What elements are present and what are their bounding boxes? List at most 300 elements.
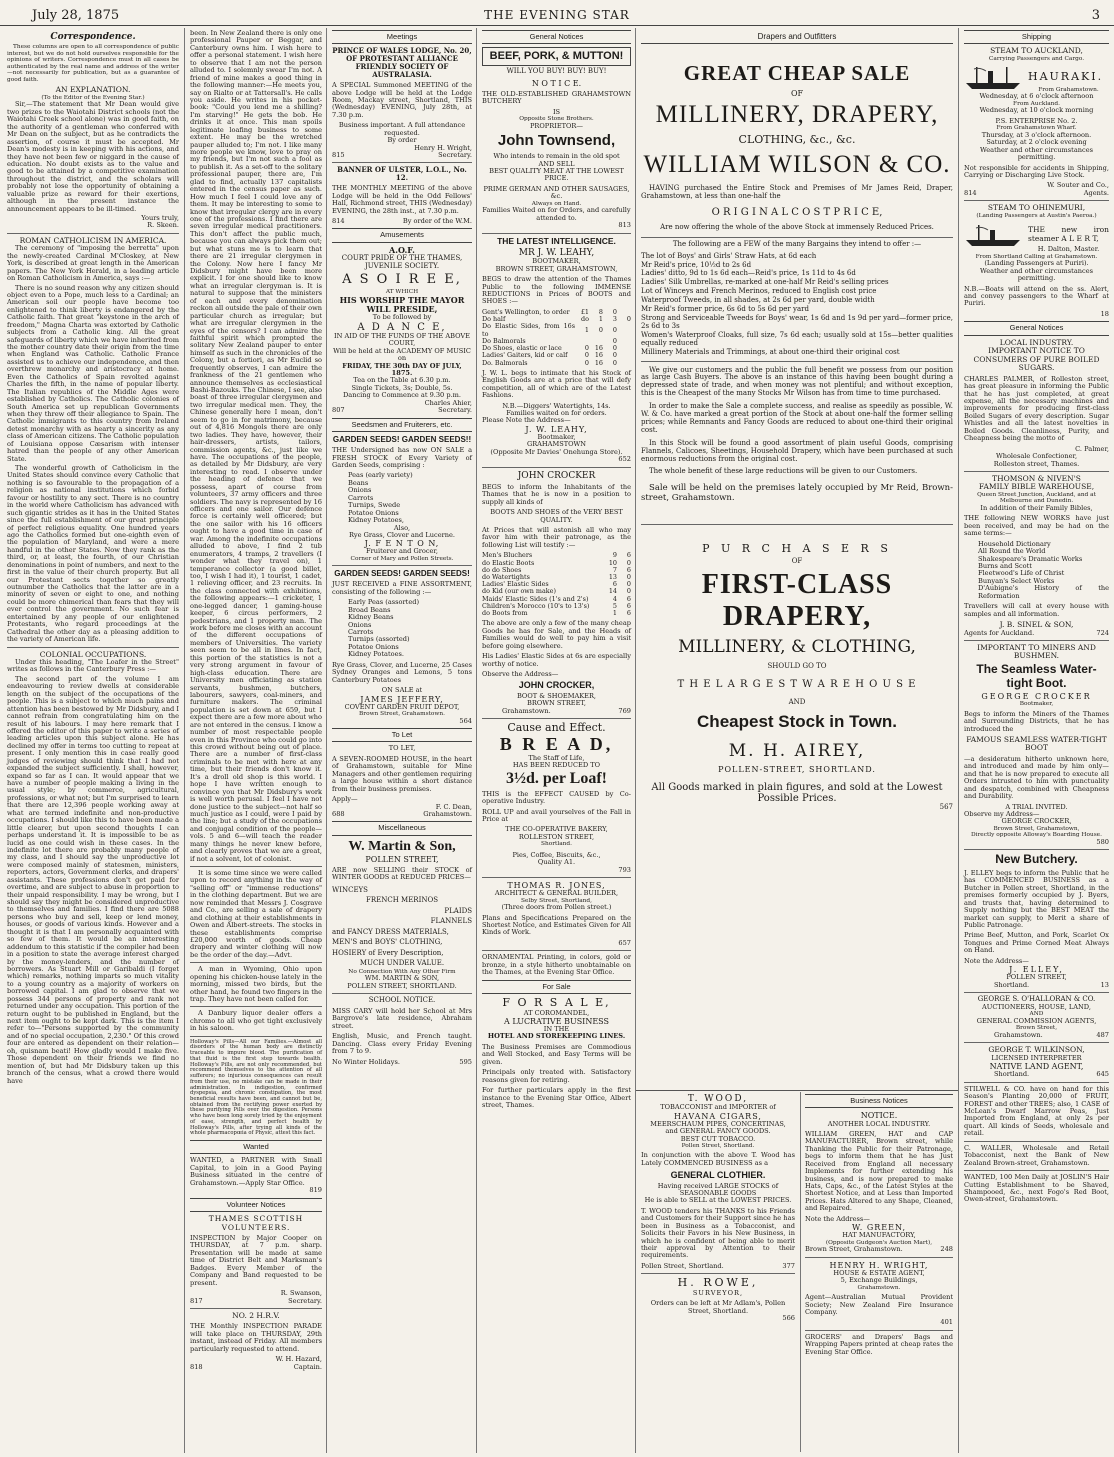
table-row: [482, 360, 631, 367]
text: OF: [791, 556, 803, 565]
text: Who intends to remain in the old spot: [493, 152, 620, 161]
article-paragraph: Under this heading, "The Loafer in the Street" writes as follows in the Canterbury Press :—: [7, 658, 179, 674]
heading: GARDEN SEEDS! GARDEN SEEDS!: [334, 569, 470, 579]
heading: BEEF, PORK, & MUTTON!: [482, 47, 631, 65]
section-amusements: Amusements: [332, 228, 472, 242]
divider: [482, 718, 631, 719]
heading: STEAM TO OHINEMURI,: [987, 203, 1086, 213]
advert-text: THE Undersigned has now ON SALE a FRESH STOCK of Every Variety of Garden Seeds, comprising :: [332, 446, 472, 469]
article-paragraph: The second part of the volume I am endeavouring to review dwells at considerable length on the subject of the occupations of the people. This is a subject to which much pains and attention has been bestowed by Mr Didsbury, and I cannot refrain from congratulating him on the result of his labours. I may here remark that I offered the editor of this paper to write a series of leading articles upon this subject alone. He has declined my offer in terms too cutting to repeat at present. I only mention this in case really good judges of reviewing should think that I had not expanded the subject sufficiently. I shall, however, expand so far as I can. It would appear that we have a number of people making a living in the usual style; by commerce, agricultural, professions, or what not; but I'm surprised to learn that there are 12,396 people working away at what are termed indefinite and non-productive occupations. I should like this to have been made a little clearer, but upon second thoughts I can perhaps understand it. It is impossible to be as lucid as one could wish in these cases. In the indefinite lot there are probably many people of my class, and I should say the unproductive lot were composed mainly of statesmen, ministers, reporters, actors, Government clerks, and drapers' assistants. These professions don't get paid for overtime, and are subject to abuse in proportion to their unpaid responsibility. I may be wrong, but I should say they might be considered unproductive to themselves and families. I find there are 5088 persons who buy and sell, keep or lend money, houses, or goods of various kinds. However and a thought it is that I am personally acquainted with so few of them. It would be an interesting addendum to this statistic if the compiler had been in a position to state the average interest charged by the money-lenders, and the number of borrowers. As Stuart Mill or Garibaldi (I forget which) remarks, nothing imparts so much vitality to a young country as a majority of workers on borrowed capital. I am glad to observe that we possess 344 persons of property and rank not returned under any occupation. This portion of the return ought to be published in England, but the next item ought to be kept dark. This is the item I refer to—"Persons supported by the community and of no special occupation, 2,230." Of this crowd four are entered as dependent on their relation—oh, quisnam beati! How gladly would I make five. Those dependent on their friends we find no mention of, but had Mr Didsbury taken up this branch of the census, what a crowd there would have: [7, 674, 179, 1085]
advert-text: Travellers will call at every house with samples and all information.: [964, 602, 1109, 618]
text: Weather and other circumstances permitting.: [980, 266, 1093, 283]
text: AT WHICH: [385, 289, 419, 296]
table-cell: 14: [608, 587, 617, 596]
advert-text: At Prices that will astonish all who may favor him with their patronage, as the following List will testify :—: [482, 525, 631, 549]
signature: W. Souter and Co.,: [1047, 181, 1109, 190]
text: LICENSED INTERPRETER: [991, 1053, 1082, 1062]
divider: [332, 162, 472, 163]
table-row: [482, 323, 631, 337]
column-meetings: [329, 30, 475, 1450]
text: on: [397, 354, 407, 363]
text: Observe my Address—: [964, 809, 1040, 818]
column-general-notices: [479, 30, 634, 1450]
bargain-item: Ladies' Silk Umbrellas, re-marked at one-half Mr Reid's selling prices: [641, 278, 889, 287]
text: Brown Street, Grahamstown.: [805, 1245, 903, 1254]
goods-item: FRENCH MERINOS: [365, 896, 439, 905]
text: (Opposite Mr Davies' Onehunga Store).: [490, 447, 623, 456]
heading: MILLINERY, DRAPERY,: [655, 100, 939, 128]
heading: IMPORTANT NOTICE TO CONSUMERS OF PURE BOILED SUGARS.: [973, 346, 1100, 373]
steamer-advert: [964, 222, 1109, 243]
text: Shortland.: [541, 841, 572, 848]
text: Saturday, at 2 o'clock evening: [986, 138, 1087, 147]
subheading: (To the Editor of the Evening Star.): [41, 94, 145, 101]
advert-number: 807: [332, 406, 345, 415]
text: THE CO-OPERATIVE BAKERY,: [505, 825, 608, 834]
table-cell: 0: [612, 344, 617, 353]
advert-number: 814: [332, 217, 345, 226]
bargain-item: Lot of Winceys and French Merinos, reduced to English cost price: [641, 287, 877, 296]
text: Are now offering the whole of the above Stock at immensely Reduced Prices.: [660, 222, 934, 231]
heading: COURT PRIDE OF THE THAMES, JUVENILE SOCIETY.: [341, 253, 463, 270]
text: AND SELL: [538, 159, 575, 168]
advert-number: 817: [190, 1296, 203, 1305]
heading: P.S. ENTERPRISE No. 2.: [995, 116, 1078, 125]
advert-text: JUST RECEIVED a FINE ASSORTMENT, consisting of the following :—: [332, 580, 472, 596]
divider: [964, 640, 1109, 641]
advert-text: ROLL UP and avail yourselves of the Fall in Price at: [482, 807, 631, 823]
text: CLOTHING, &c., &c.: [738, 133, 856, 147]
heading: ROMAN CATHOLICISM IN AMERICA.: [19, 235, 167, 245]
advert-text: His Ladies' Elastic Sides at 6s are especially worthy of notice.: [482, 652, 631, 668]
divider: [964, 1141, 1109, 1142]
text: Families waited on for orders.: [506, 408, 607, 417]
advert-text: The above are only a few of the many cheap Goods he has for Sale, and the Heads of Families would do well to pay him a visit before going elsewhere.: [482, 619, 631, 650]
advert-text: Not responsible for accidents in Shipping, Carrying or Discharging Live Stock.: [964, 163, 1109, 180]
steamship-icon: [964, 222, 1024, 248]
works-list: [964, 541, 1109, 601]
heading: FIRST-CLASS DRAPERY,: [701, 568, 893, 632]
column-correspondence: [4, 30, 182, 1450]
text: Also,: [393, 523, 411, 532]
heading: HIS WORSHIP THE MAYOR WILL PRESIDE,: [339, 295, 465, 315]
signature: C. Palmer,: [1075, 444, 1109, 453]
signature: F. C. Dean,: [435, 802, 472, 811]
table-cell: 6: [626, 551, 631, 560]
advert-text: In conjunction with the above T. Wood has Lately COMMENCED BUSINESS as a: [641, 1151, 795, 1167]
advert-number: 813: [618, 221, 631, 230]
heading: A D A N C E,: [357, 321, 447, 333]
text: Corner of Mary and Pollen Streets.: [350, 555, 454, 562]
table-cell: Ladies' Gaiters, kid or calf: [482, 351, 568, 360]
heading: A S O I R E E,: [342, 271, 462, 287]
table-cell: 0: [626, 558, 631, 567]
advert-text: Sale will be held on the premises lately occupied by Mr Reid, Brown-street, Grahamstown.: [641, 483, 953, 503]
advert-text: ARE now SELLING their STOCK of WINTER GOODS at REDUCED PRICES—: [332, 865, 472, 882]
steamship-icon: [964, 65, 1024, 91]
role: Agents for Auckland.: [964, 628, 1035, 637]
heading: GREAT CHEAP SALE: [683, 61, 911, 86]
advert-text: THE MONTHLY MEETING of the above Lodge will be held in the Odd Fellows' Hall, Richmond street, THIS (Wednesday) EVENING, the 28th inst., at 7.30 p.m.: [332, 184, 473, 215]
list-item: Early Peas (assorted): [348, 598, 420, 607]
table-cell: 0: [626, 573, 631, 581]
heading: AN EXPLANATION.: [55, 85, 131, 95]
text: SHOULD GO TO: [767, 662, 827, 671]
text: IS: [552, 107, 561, 116]
article-paragraph: There is no sound reason why any citizen should object even to a Pope, much less to a Cardinal; an American soil our people have become too enlightened to think liberty is endangered by the Catholic faith. That great "keystone in the arch of freedom," Magna Charta was extorted by Catholic subjects from a Catholic king. All the great safeguards of liberty which we have inherited from the mother country date their origin from the time when England was Catholic. Catholic France assisted us to achieve our independence, and then overthrew monarchy and aristocracy at home. Even the Catholics of Spain revolted against Charles the fifth, in the name of popular liberty. The Italian republics of the Middle Ages were established by Catholics. The Catholic colonies of South America set up republican Governments when they threw off their allegiance to Spain. The Catholic immigrants to this country from Ireland detest monarchy with as hearty a sincerity as any class of American citizens. The Catholic population of Louisiana oppose Cæsarism with intenser hatred than the people of any other American State.: [7, 283, 179, 463]
advert-number: 564: [459, 716, 472, 725]
header-rule: [0, 25, 1114, 26]
bargain-item: Ladies' ditto, 9d to 1s 6d each—Reid's price, 1s 11d to 4s 6d: [641, 269, 856, 278]
heading: GEORGE CROCKER,: [1001, 817, 1072, 826]
heading: LOCAL INDUSTRY.: [999, 337, 1074, 347]
text: Pollen Street, Shortland.: [681, 1142, 755, 1149]
table-cell: 4: [612, 594, 617, 603]
heading: GEORGE S. O'HALLORAN & CO.: [977, 995, 1096, 1004]
advert-text: For further particulars apply in the first instance to the Evening Star Office, Albert street, Thames.: [482, 1086, 631, 1109]
list-item: Carrots: [348, 628, 374, 637]
text: Carrying Passengers and Cargo.: [988, 55, 1085, 62]
advert-text: Begs to inform the Miners of the Thames and Surrounding Districts, that he has introduced the: [964, 709, 1109, 733]
text: Note the Address—: [964, 956, 1029, 965]
goods-item: MEN'S and BOYS' CLOTHING,: [332, 938, 443, 947]
advert-number: 818: [190, 1362, 203, 1371]
bargain-item: Waterproof Tweeds, in all shades, at 2s 6d per yard, double width: [641, 296, 875, 305]
heading: THAMES SCOTTISH VOLUNTEERS.: [208, 1214, 304, 1232]
heading: John Townsend,: [497, 132, 616, 150]
editor-note: These columns are open to all correspondence of public interest, but we do not hold ourselves responsible for the opinions of writers. Correspondence must in all cases be authenticated by the real name and address of the writer—not necessarily for publication, but as a guarantee of good faith.: [7, 44, 179, 83]
table-cell: 0: [612, 336, 617, 345]
text: Brown Street,: [1015, 1025, 1058, 1032]
heading: GARDEN SEEDS! GARDEN SEEDS!!: [332, 435, 472, 445]
list-item: Onions: [348, 486, 372, 495]
text: Having received LARGE STOCKS of SEASONABLE GOODS: [657, 1181, 779, 1197]
list-item: Burns and Scott: [978, 562, 1032, 571]
table-cell: 10: [608, 558, 617, 567]
price-table: [482, 552, 631, 617]
advert-text: MISS CARY will hold her School at Mrs Bargrove's late residence, Abraham street.: [332, 1006, 472, 1030]
text: AT COROMANDEL,: [523, 1008, 590, 1017]
text: Thursday, at 3 o'clock afternoon.: [981, 130, 1092, 139]
seed-list: [332, 599, 472, 659]
text: Rolleston street, Thames.: [993, 459, 1080, 468]
bargain-item: The lot of Boys' and Girls' Straw Hats, at 6d each: [641, 251, 817, 260]
section-general-notices: General Notices: [482, 30, 631, 44]
section-drapers: Drapers and Outfitters: [641, 30, 953, 44]
advert-text: N.B.—Boats will attend on the ss. Alert, and convey passengers to the Wharf at Puriri.: [964, 284, 1109, 308]
heading: IMPORTANT TO MINERS AND BUSHMEN.: [977, 643, 1096, 661]
heading: TO LET,: [388, 744, 416, 753]
text: Will be held at the ACADEMY OF MUSIC: [333, 346, 471, 355]
advert-number: 819: [309, 1186, 322, 1195]
article-paragraph: A Danbury liquor dealer offers a chromo to all who get tight exclusively in his saloon.: [190, 1009, 322, 1033]
goods-item: FLANNELS: [430, 917, 472, 926]
divider: [964, 200, 1109, 201]
table-cell: do: [581, 315, 589, 324]
divider: [964, 1082, 1109, 1083]
divider: [964, 1042, 1109, 1043]
table-cell: 0: [612, 326, 617, 334]
text: Grahamstown.: [423, 809, 472, 818]
section-shipping: Shipping: [964, 30, 1109, 44]
heading: T H E L A R G E S T W A R E H O U S E: [677, 679, 917, 691]
text: FRIDAY, THE 30th DAY OF JULY, 1875.: [342, 361, 462, 377]
column-divider: [958, 28, 959, 1453]
advert-number: 645: [1096, 1070, 1109, 1079]
text: ARCHITECT & GENERAL BUILDER,: [494, 889, 619, 898]
text: OF: [790, 88, 804, 98]
text: Bootmaker,: [537, 432, 576, 441]
heading: THE LATEST INTELLIGENCE.: [497, 235, 616, 246]
list-item: Kidney Potatoes.: [348, 650, 404, 659]
text: Opposite Stone Brothers.: [519, 116, 594, 123]
advert-number: 815: [332, 151, 345, 160]
advert-text: HAVING purchased the Entire Stock and Premises of Mr James Reid, Draper, Grahamstown, at less than one-half the: [641, 183, 953, 200]
divider: [332, 565, 472, 566]
advert-number: 580: [1096, 837, 1109, 846]
text: 5, Exchange Buildings,: [840, 1276, 918, 1285]
table-cell: 13: [608, 573, 617, 581]
advert-text: THE OLD-ESTABLISHED GRAHAMSTOWN BUTCHERY: [482, 89, 631, 106]
heading: T. WOOD,: [687, 1094, 749, 1104]
text: Always on Hand.: [531, 200, 582, 207]
article-paragraph: It is some time since we were called upon to record anything in the way of "selling off" or "immense reductions" in the clothing department. But we are now reminded that Messrs J. Cosgrave and Co., are selling a sale of drapery and clothing at their establishments in Owen and Albert-streets. The stocks in these establishments comprise £20,000 worth of goods. Cheap drapery and winter clothing will now be the order of the day.—Advt.: [190, 869, 322, 959]
goods-item: MUCH UNDER VALUE.: [359, 959, 445, 968]
text: Wholesale Confectioner,: [995, 452, 1078, 461]
heading: BANNER OF ULSTER, L.O.L., No. 12.: [337, 165, 467, 183]
text: Brown Street, Grahamstown,: [993, 825, 1080, 832]
list-item: Beans: [348, 478, 369, 487]
table-cell: 0: [612, 351, 617, 360]
divider: [805, 1330, 953, 1331]
text: MEERSCHAUM PIPES, CONCERTINAS,: [650, 1119, 786, 1128]
advert-text: GROCERS' and Drapers' Bags and Wrapping Papers printed at cheap rates the Evening Star Office.: [805, 1332, 953, 1356]
goods-list: [332, 885, 472, 969]
section-wanted: Wanted: [190, 1140, 322, 1154]
text: Grahamstown.: [994, 1030, 1043, 1039]
paper-title: THE EVENING STAR: [484, 8, 630, 22]
divider: [964, 992, 1109, 993]
text: Pies, Coffee, Biscuits, &c.,: [512, 850, 601, 859]
text: PROPRIETOR—: [530, 121, 583, 130]
text: TOBACCONIST and IMPORTER of: [660, 1103, 776, 1112]
text: ROLLESTON STREET,: [518, 832, 595, 841]
heading: The Seamless Water-tight Boot.: [976, 661, 1097, 690]
table-cell: do do Shoes: [482, 565, 522, 574]
table-cell: Do. Balmorals: [482, 358, 528, 367]
text: POLLEN STREET, SHORTLAND.: [347, 981, 457, 990]
text: Quality A1.: [537, 858, 576, 867]
heading: N O T I C E.: [531, 78, 582, 88]
section-miscellaneous: Miscellaneous: [332, 821, 472, 835]
column-shipping: [961, 30, 1112, 1450]
text: Families Waited on for Orders, and carefully attended to.: [482, 206, 631, 222]
divider: [482, 950, 631, 951]
divider: [190, 962, 322, 963]
bargain-item: Mr Reid's price, 10½d to 2s 6d: [641, 260, 752, 269]
signature: R. Skeen.: [147, 221, 179, 230]
table-cell: Do Shoes, elastic or lace: [482, 344, 562, 353]
list-item: Turnips, Swede: [348, 501, 401, 510]
advert-number: 688: [332, 809, 345, 818]
text: Orders can be left at Mr Adlam's, Pollen Street, Shortland.: [650, 1299, 786, 1315]
table-cell: 0: [584, 358, 589, 367]
text: WILL YOU BUY! BUY! BUY!: [506, 66, 607, 75]
heading: P U R C H A S E R S: [702, 541, 892, 555]
text: Brown Street, Grahamstown.: [359, 711, 445, 718]
table-cell: 3: [612, 315, 617, 324]
heading: THOMSON & NIVEN'S: [992, 473, 1081, 483]
table-row: [482, 610, 631, 617]
list-item: Peas (early variety): [348, 471, 413, 480]
advert-number: 793: [618, 865, 631, 874]
goods-item: PLAIDS: [444, 906, 472, 915]
column-business: [802, 1094, 956, 1450]
heading: HENRY H. WRIGHT,: [829, 1260, 929, 1270]
text: (Landing Passengers at Puriri).: [984, 259, 1089, 268]
text: Wednesday, at 6 o'clock afternoon: [979, 92, 1094, 101]
advert-text: STILWELL & CO. have on hand for this Season's Planting 20,000 of FRUIT, FOREST and other TREES; also, 1 CASE of McLean's Dwarf Marrow Peas, Just Imported from England, at only 2s per quart. All kinds of Seeds, wholesale and retail.: [964, 1084, 1109, 1138]
divider: [964, 849, 1109, 850]
advert-text: In order to make the Sale a complete success, and realise as speedily as possible, W. W. & Co. have marked a great portion of the Stock at about one-half the former selling prices; while Remnants and Fancy Goods are reduced to about one-third their original cost.: [641, 402, 953, 434]
divider: [190, 866, 322, 867]
table-cell: 16: [594, 351, 603, 360]
divider: [7, 233, 179, 234]
table-cell: 0: [626, 587, 631, 596]
heading: JOHN CROCKER: [517, 470, 596, 481]
advert-text: English, Music, and French taught. Dancing. Class every Friday Evening from 7 to 9.: [332, 1032, 472, 1056]
heading: W. Martin & Son,: [348, 838, 456, 854]
heading: B R E A D,: [499, 734, 614, 755]
text: BEST QUALITY MEAT AT THE LOWEST PRICE.: [489, 166, 624, 183]
heading: H. ROWE,: [677, 1276, 759, 1290]
table-cell: 0: [626, 580, 631, 589]
text: Apply—: [332, 795, 358, 804]
text: Directly opposite Alloway's Boarding House.: [971, 832, 1102, 839]
divider: [7, 647, 179, 648]
column-continued: [187, 30, 325, 1450]
advert-text: ORNAMENTAL Printing, in colors, gold or bronze, in a style hitherto unobtainable on the Thames, at the Evening Star Office.: [482, 953, 631, 977]
heading: PRINCE OF WALES LODGE, No. 20, OF PROTESTANT ALLIANCE FRIENDLY SOCIETY OF AUSTRALASIA.: [332, 46, 472, 80]
text: (Opposite Gudgeon's Auction Mart),: [825, 1239, 933, 1246]
role: Secretary.: [438, 406, 472, 415]
heading: SCHOOL NOTICE.: [368, 996, 436, 1005]
drapers-section: [638, 30, 956, 812]
table-cell: 6: [612, 580, 617, 589]
heading: Cheapest Stock in Town.: [697, 712, 897, 732]
advert-number: 814: [964, 188, 977, 197]
advert-text: BEGS to draw the attention of the Thames Public to the following IMMENSE REDUCTIONS in Prices of BOOTS and SHOES :—: [482, 275, 631, 306]
text: H. Dalton, Master.: [1037, 245, 1100, 254]
advert-text: Principals only treated with. Satisfactory reasons given for retiring.: [482, 1068, 631, 1084]
signature: By order of the W.M.: [402, 217, 472, 226]
divider: [332, 993, 472, 994]
advert-text: BEGS to inform the Inhabitants of the Thames that he is now in a position to supply all kinds of: [482, 482, 631, 506]
divider: [805, 1257, 953, 1258]
advert-text: WILLIAM GREEN, HAT and CAP MANUFACTURER, Brown street, while Thanking the Public for their Patronage, begs to inform them that he has Just Received from England all necessary Implements for further extending his business, and is now prepared to make Hats, Caps, &c., of the Latest Styles at the Shortest Notice, and at Less than Imported Prices. Hats Altered to any Shape, Cleaned, and Repaired.: [805, 1129, 953, 1213]
section-for-sale: For Sale: [482, 980, 631, 994]
text: Weather and other circumstances permitting.: [980, 145, 1093, 162]
advert-text: Prime Beef, Mutton, and Pork, Scarlet Ox Tongues and Prime Corned Meat Always on Hand.: [964, 931, 1109, 955]
divider: [641, 524, 953, 525]
column-divider: [635, 28, 636, 1453]
heading: MR J. W. LEAHY,: [518, 248, 595, 259]
column-divider: [476, 28, 477, 1453]
table-cell: 1: [612, 609, 617, 618]
signoff: Yours truly,: [141, 214, 179, 223]
table-cell: Do Balmorals: [482, 336, 526, 345]
advert-text: We give our customers and the public the full benefit we possess from our position as large Cash Buyers. The above is an instance of this having been bought during a depressed state of trade, and when money was not plentiful; and without exception, this is the Cheapest of the many Stocks Mr Wilson has from time to time purchased.: [641, 365, 953, 398]
column-divider: [184, 28, 185, 1453]
text: Single Tickets, 3s; Double, 5s.: [351, 383, 453, 392]
text: AND: [788, 697, 806, 706]
text: AND: [1029, 1011, 1044, 1018]
text: COVENT GARDEN FRUIT DEPOT,: [344, 702, 460, 711]
table-cell: 7: [612, 565, 617, 574]
text: POLLEN-STREET, SHORTLAND.: [718, 764, 876, 774]
text: All Goods marked in plain figures, and sold at the Lowest Possible Prices.: [651, 781, 943, 805]
price-table: [482, 309, 631, 367]
text: Observe the Address—: [482, 670, 559, 679]
advert-number: 724: [1096, 628, 1109, 637]
text: BROWN STREET,: [527, 699, 586, 708]
text: Shortland.: [994, 1070, 1030, 1079]
article-paragraph: A man in Wyoming, Ohio upon opening his chicken-house lately in the morning, missed two birds, but the other hand, he found two fingers in the trap. They have not been called for.: [190, 965, 322, 1003]
column-divider: [800, 1092, 801, 1452]
text: Fruiterer and Grocer,: [366, 547, 438, 556]
text: ANOTHER LOCAL INDUSTRY.: [827, 1119, 931, 1128]
text: BROWN STREET, GRAHAMSTOWN,: [495, 264, 618, 273]
heading: 3½d. per Loaf!: [505, 769, 608, 787]
heading: WILLIAM WILSON & CO.: [643, 151, 951, 179]
list-item: Kidney Beans: [348, 613, 394, 622]
signature: W. H. Hazard,: [275, 1355, 322, 1364]
article-paragraph: The wonderful growth of Catholicism in the United States should convince every Catholic that nothing is so favourable to the propagation of a religion as national institutions which forbid favour or hostility to any sect. There is no country in the world where Catholicism has advanced with such gigantic strides as it has in the United States since the full establishment of our great principle of perfect religious equality. One hundred years ago the Catholics formed but one-eighth even of the population of Maryland, and were a mere handful in the other States. Now they rank as the third, or, at least, the fourth, of our Christian denominations in point of numbers, and next to the first in the value of their church property. But all our Protestant sects together so greatly outnumber the Catholics that the latter are in a minority of seven or eight to one, and nothing could be more chimerical than fears that they will ever control the government. No such fear is entertained by any people of our enlightened Protestants, who regard proceedings at the Cathedral the other day as a pleasing addition to the variety of American life.: [7, 464, 179, 644]
text: Wednesday, at 10 o'clock morning: [979, 106, 1094, 115]
table-cell: Gent's Wellington, to order: [482, 307, 570, 316]
list-item: Shakespeare's Dramatic Works: [978, 554, 1083, 563]
section-business: Business Notices: [805, 1094, 953, 1108]
advert-number: 652: [618, 455, 631, 464]
heading: FAMOUS SEAMLESS WATER-TIGHT BOOT: [966, 734, 1107, 753]
table-cell: 16: [594, 358, 603, 367]
advert-text: C. WALLER, Wholesale and Retail Tobacconist, next the Bank of New Zealand Brown-street, Grahamstown.: [964, 1143, 1109, 1167]
heading: J. B. SINEL & SON,: [999, 620, 1074, 630]
divider: [482, 877, 631, 878]
list-item: D'Aubigne's History of the Reformation: [978, 584, 1109, 600]
list-item: Carrots: [348, 493, 374, 502]
advert-text: Business important. A full attendance requested.: [338, 121, 466, 137]
table-cell: 0: [598, 326, 603, 334]
advert-text: Rye Grass, Clover, and Lucerne, 25 Cases Sydney Oranges and Lemons, 5 tons Canterbury Potatoes: [332, 660, 472, 684]
text: Bootmaker,: [1019, 701, 1054, 708]
text: HOTEL AND STOREKEEPING LINES.: [487, 1032, 626, 1041]
bargain-item: Women's Waterproof Cloaks, full size, 7s 6d each; usually sold at 15s—better qualities equally reduced: [641, 330, 953, 347]
divider: [190, 1006, 322, 1007]
table-cell: Do half: [482, 315, 506, 324]
table-cell: do Kid (our own make): [482, 587, 556, 596]
divider: [482, 233, 631, 234]
advert-text: INSPECTION by Major Cooper on THURSDAY, at 7 p.m. sharp. Presentation will be made at same time of District Belt and Marksman's Badges. Every Member of the Company and Band requested to be present.: [190, 1234, 322, 1287]
advert-number: 18: [1100, 309, 1109, 318]
advert-number: 657: [618, 938, 631, 947]
table-cell: do Elastic Boots: [482, 558, 535, 567]
text: Grahamstown.: [502, 706, 551, 715]
divider: [190, 1036, 322, 1037]
text: From Grahamstown Wharf.: [996, 125, 1077, 132]
list-item: Fleetwood's Life of Christ: [978, 569, 1065, 578]
text: From Auckland.: [1013, 100, 1060, 107]
